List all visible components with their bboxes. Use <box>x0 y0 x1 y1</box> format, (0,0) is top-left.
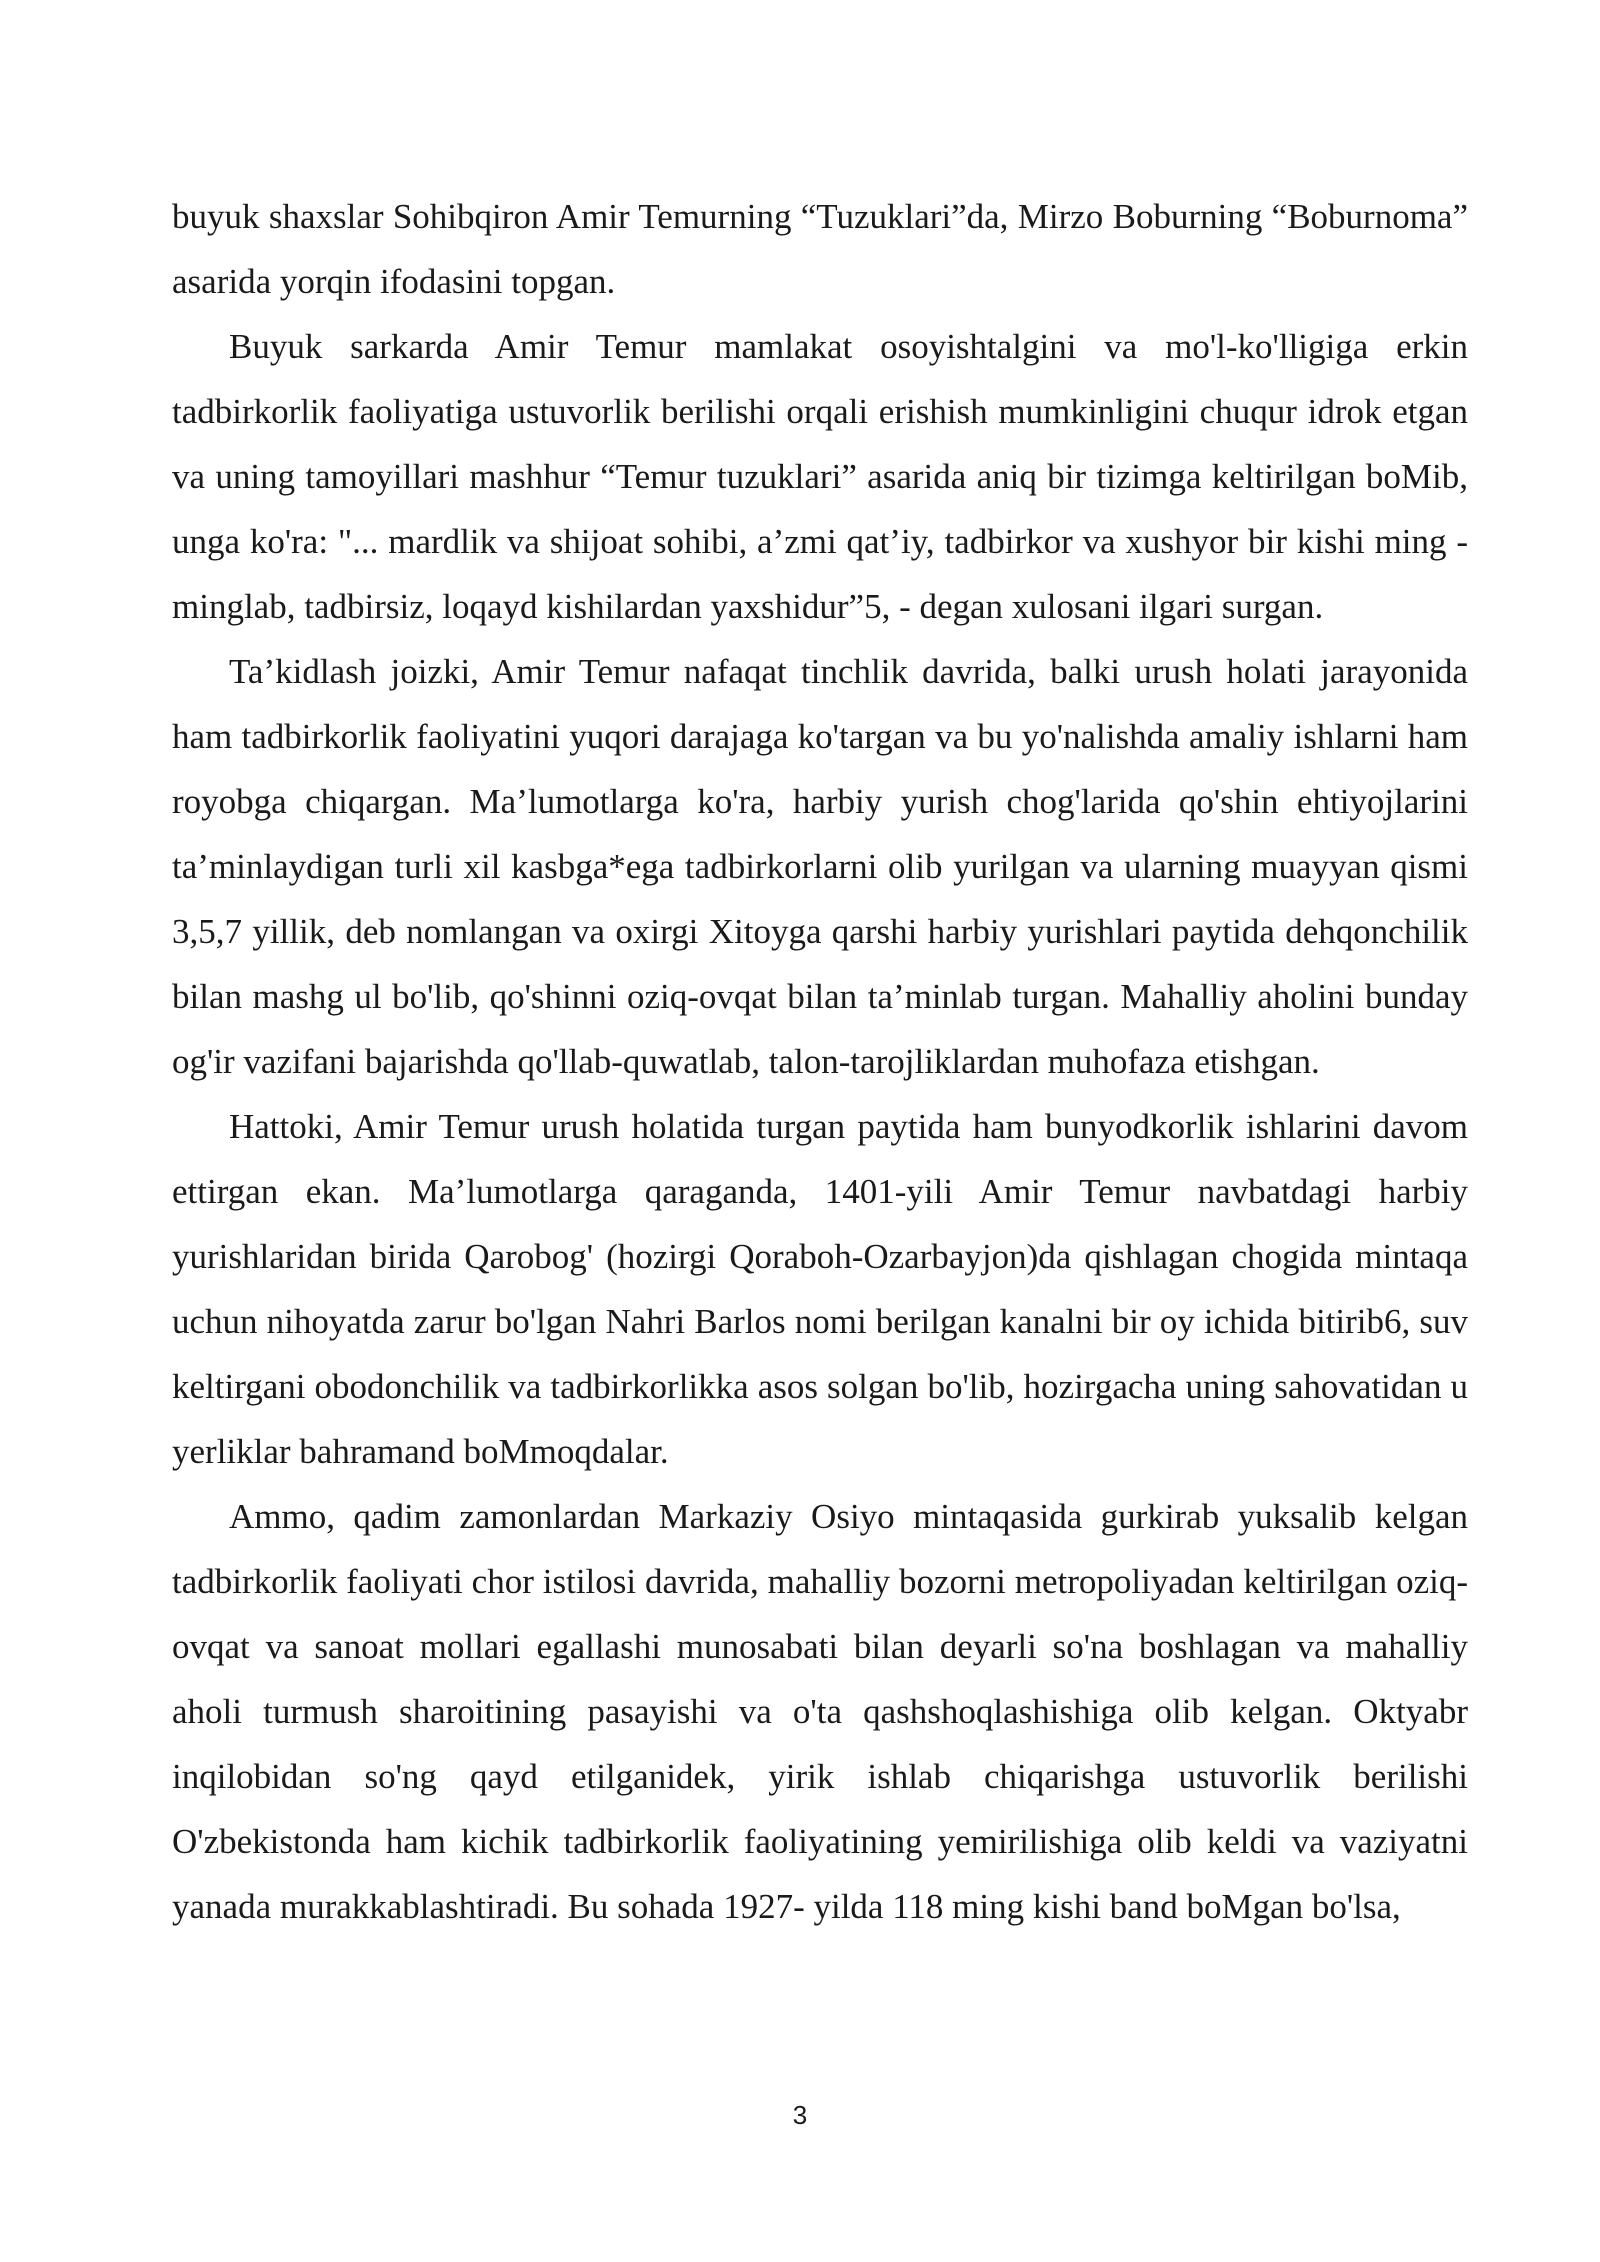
document-body <box>172 184 1468 1939</box>
paragraph-tsarist-period: Ammo, qadim zamonlardan Markaziy Osiyo mintaqasida gurkirab yuksalib kelgan tadbirkorlik faoliyati chor istilosi davrida, mahalliy bozorni metropoliyadan keltirilgan oziq-ovqat va sanoat mollari egallashi munosabati bilan deyarli so'na boshlagan va mahalliy aholi turmush sharoitining pasayishi va o'ta qashshoqlashishiga olib kelgan. Oktyabr inqilobidan so'ng qayd etilganidek, yirik ishlab chiqarishga ustuvorlik berilishi O'zbekistonda ham kichik tadbirkorlik faoliyatining yemirilishiga olib keldi va vaziyatni yanada murakkablashtiradi. Bu sohada 1927- yilda 118 ming kishi band boMgan bo'lsa, <box>172 1497 1468 1926</box>
paragraph-wartime-entrepreneurship: Ta’kidlash joizki, Amir Temur nafaqat tinchlik davrida, balki urush holati jarayonida ham tadbirkorlik faoliyatini yuqori darajaga ko'targan va bu yo'nalishda amaliy ishlarni ham royobga chiqargan. Ma’lumotlarga ko'ra, harbiy yurish chog'larida qo'shin ehtiyojlarini ta’minlaydigan turli xil kasbga*ega tadbirkorlarni olib yurilgan va ularning muayyan qismi 3,5,7 yillik, deb nomlangan va oxirgi Xitoyga qarshi harbiy yurishlari paytida dehqonchilik bilan mashg ul bo'lib, qo'shinni oziq-ovqat bilan ta’minlab turgan. Mahalliy aholini bunday og'ir vazifani bajarishda qo'llab-quwatlab, talon-tarojliklardan muhofaza etishgan. <box>172 652 1468 1081</box>
paragraph-continuation: buyuk shaxslar Sohibqiron Amir Temurning “Tuzuklari”da, Mirzo Boburning “Boburnoma” asarida yorqin ifodasini topgan. <box>172 197 1468 301</box>
page-number: 3 <box>792 2100 808 2130</box>
paragraph-temur-tuzuklari: Buyuk sarkarda Amir Temur mamlakat osoyishtalgini va mo'l-ko'lligiga erkin tadbirkorlik faoliyatiga ustuvorlik berilishi orqali erishish mumkinligini chuqur idrok etgan va uning tamoyillari mashhur “Temur tuzuklari” asarida aniq bir tizimga keltirilgan boMib, unga ko'ra: "... mardlik va shijoat sohibi, a’zmi qat’iy, tadbirkor va xushyor bir kishi ming - minglab, tadbirsiz, loqayd kishilardan yaxshidur”5, - degan xulosani ilgari surgan. <box>172 327 1468 626</box>
paragraph-nahri-barlos: Hattoki, Amir Temur urush holatida turgan paytida ham bunyodkorlik ishlarini davom ettirgan ekan. Ma’lumotlarga qaraganda, 1401-yili Amir Temur navbatdagi harbiy yurishlaridan birida Qarobog' (hozirgi Qoraboh-Ozarbayjon)da qishlagan chogida mintaqa uchun nihoyatda zarur bo'lgan Nahri Barlos nomi berilgan kanalni bir oy ichida bitirib6, suv keltirgani obodonchilik va tadbirkorlikka asos solgan bo'lib, hozirgacha uning sahovatidan u yerliklar bahramand boMmoqdalar. <box>172 1107 1468 1471</box>
